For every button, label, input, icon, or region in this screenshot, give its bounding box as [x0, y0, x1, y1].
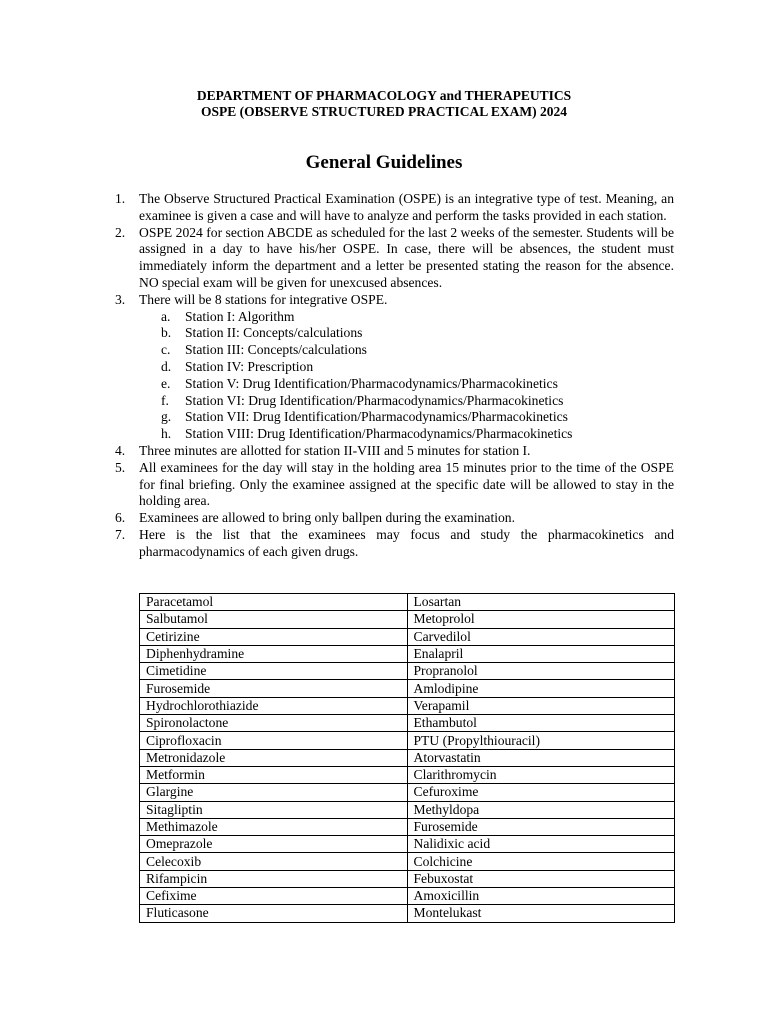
item-text: Three minutes are allotted for station II-VIII and 5 minutes for station I.	[139, 442, 531, 458]
table-row	[140, 870, 675, 887]
station-letter: a.	[161, 308, 171, 324]
guideline-item	[115, 291, 674, 443]
guideline-item	[115, 510, 674, 527]
station-letter: e.	[161, 375, 171, 391]
drug-cell-left: Cefixime	[140, 888, 408, 905]
table-row	[140, 818, 675, 835]
drug-cell-right: Cefuroxime	[407, 784, 675, 801]
drug-cell-right: Methyldopa	[407, 801, 675, 818]
table-row	[140, 697, 675, 714]
drug-cell-right: Nalidixic acid	[407, 836, 675, 853]
table-row	[140, 628, 675, 645]
drug-cell-right: Carvedilol	[407, 628, 675, 645]
drug-cell-right: Atorvastatin	[407, 749, 675, 766]
drug-cell-left: Metformin	[140, 766, 408, 783]
table-row	[140, 594, 675, 611]
table-row	[140, 611, 675, 628]
table-row	[140, 732, 675, 749]
table-row	[140, 749, 675, 766]
table-row	[140, 905, 675, 922]
table-row	[140, 801, 675, 818]
drug-cell-right: PTU (Propylthiouracil)	[407, 732, 675, 749]
drug-cell-left: Hydrochlorothiazide	[140, 697, 408, 714]
drug-cell-left: Metronidazole	[140, 749, 408, 766]
station-item	[161, 375, 674, 393]
item-number: 5.	[115, 459, 126, 475]
drug-cell-right: Colchicine	[407, 853, 675, 870]
item-number: 2.	[115, 224, 126, 240]
drug-cell-left: Spironolactone	[140, 715, 408, 732]
station-text: Station IV: Prescription	[185, 358, 314, 374]
station-item	[161, 325, 674, 342]
station-item	[161, 392, 674, 410]
item-text: There will be 8 stations for integrative OSPE.	[139, 291, 388, 307]
station-item	[161, 358, 674, 376]
station-text: Station III: Concepts/calculations	[185, 342, 367, 358]
drug-cell-right: Furosemide	[407, 818, 675, 835]
drug-cell-left: Sitagliptin	[140, 801, 408, 818]
department-name: DEPARTMENT OF PHARMACOLOGY and THERAPEUTICS	[196, 88, 572, 103]
drug-cell-left: Celecoxib	[140, 853, 408, 870]
item-text: All examinees for the day will stay in the holding area 15 minutes prior to the time of the OSPE for final briefing. Only the examinee assigned at the specific date will be allowed to stay in the holding area.	[139, 459, 674, 509]
drug-cell-right: Clarithromycin	[407, 766, 675, 783]
drug-cell-left: Paracetamol	[140, 594, 408, 611]
station-letter: f.	[161, 392, 169, 408]
item-text: Examinees are allowed to bring only ballpen during the examination.	[139, 510, 515, 526]
drug-cell-left: Methimazole	[140, 818, 408, 835]
station-text: Station I: Algorithm	[185, 308, 295, 324]
station-letter: g.	[161, 409, 172, 425]
drug-cell-right: Losartan	[407, 594, 675, 611]
drug-cell-right: Ethambutol	[407, 715, 675, 732]
drug-cell-left: Fluticasone	[140, 905, 408, 922]
item-number: 3.	[115, 291, 126, 307]
item-text: The Observe Structured Practical Examination (OSPE) is an integrative type of test. Meaning, an examinee is given a case and will have to analyze and perform the tasks provided in each station.	[139, 191, 674, 223]
station-letter: b.	[161, 325, 172, 341]
drug-cell-right: Amlodipine	[407, 680, 675, 697]
guideline-item	[115, 459, 674, 510]
table-row	[140, 888, 675, 905]
drug-cell-right: Enalapril	[407, 645, 675, 662]
guidelines-list	[115, 191, 674, 561]
station-letter: h.	[161, 426, 172, 442]
drug-cell-left: Diphenhydramine	[140, 645, 408, 662]
page-title: General Guidelines	[305, 152, 463, 173]
station-text: Station VI: Drug Identification/Pharmacodynamics/Pharmacokinetics	[185, 392, 564, 408]
document-header	[0, 88, 768, 120]
drug-cell-left: Omeprazole	[140, 836, 408, 853]
item-text: Here is the list that the examinees may focus and study the pharmacokinetics and pharmacodynamics of each given drugs.	[139, 526, 674, 559]
drug-cell-left: Glargine	[140, 784, 408, 801]
table-row	[140, 680, 675, 697]
table-row	[140, 853, 675, 870]
station-letter: d.	[161, 358, 172, 374]
table-row	[140, 766, 675, 783]
drug-cell-right: Verapamil	[407, 697, 675, 714]
drug-cell-left: Cimetidine	[140, 663, 408, 680]
drug-cell-left: Rifampicin	[140, 870, 408, 887]
station-text: Station V: Drug Identification/Pharmacodynamics/Pharmacokinetics	[185, 375, 558, 391]
item-number: 4.	[115, 442, 126, 458]
drug-cell-left: Furosemide	[140, 680, 408, 697]
guideline-item	[115, 224, 674, 292]
station-item	[161, 308, 674, 326]
table-row	[140, 663, 675, 680]
item-number: 1.	[115, 191, 126, 206]
station-text: Station VII: Drug Identification/Pharmacodynamics/Pharmacokinetics	[185, 409, 568, 425]
drug-cell-right: Amoxicillin	[407, 888, 675, 905]
drug-cell-left: Cetirizine	[140, 628, 408, 645]
station-item	[161, 426, 674, 443]
table-row	[140, 836, 675, 853]
item-number: 7.	[115, 526, 126, 542]
drug-cell-right: Montelukast	[407, 905, 675, 922]
drug-cell-left: Ciprofloxacin	[140, 732, 408, 749]
item-number: 6.	[115, 510, 126, 526]
station-item	[161, 342, 674, 359]
drug-cell-right: Febuxostat	[407, 870, 675, 887]
table-row	[140, 715, 675, 732]
drug-list-table	[139, 593, 675, 923]
drug-cell-right: Propranolol	[407, 663, 675, 680]
guideline-item	[115, 191, 674, 225]
item-text: OSPE 2024 for section ABCDE as scheduled for the last 2 weeks of the semester. Students will be assigned in a day to have his/her OSPE. In case, there will be absences, the student must immediately inform the department and a letter be presented stating the reason for the absence. NO special exam will be given for unexcused absences.	[139, 224, 674, 290]
station-text: Station II: Concepts/calculations	[185, 325, 363, 341]
station-text: Station VIII: Drug Identification/Pharmacodynamics/Pharmacokinetics	[185, 426, 573, 442]
guideline-item	[115, 526, 674, 561]
station-item	[161, 409, 674, 426]
drug-cell-left: Salbutamol	[140, 611, 408, 628]
drug-cell-right: Metoprolol	[407, 611, 675, 628]
station-letter: c.	[161, 342, 171, 358]
guideline-item	[115, 442, 674, 460]
table-row	[140, 784, 675, 801]
stations-list	[139, 309, 674, 443]
exam-name: OSPE (OBSERVE STRUCTURED PRACTICAL EXAM) 2024	[201, 104, 567, 119]
table-row	[140, 645, 675, 662]
